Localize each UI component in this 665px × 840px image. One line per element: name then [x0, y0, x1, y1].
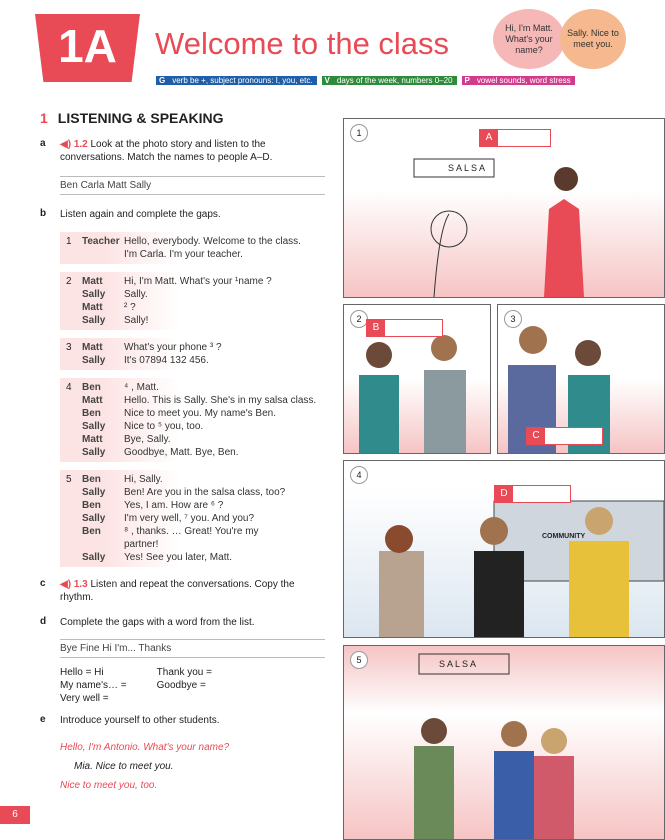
gap-hello[interactable]: Hello = Hi: [60, 667, 104, 678]
conversation-2: 2 Matt Hi, I'm Matt. What's your ¹name ? Sally Sally. Matt ² ? Sally Sally!: [60, 272, 331, 330]
gap-goodbye[interactable]: Goodbye =: [156, 680, 206, 691]
conversation-5: 5 Ben Hi, Sally. Sally Ben! Are you in the salsa class, too? Ben Yes, I am. How are ⁶ ? Sally I'm very well, ⁷ you. And you? Ben ⁸ , thanks. … Great! You're my partner! Sally Yes! See you later, Matt.: [60, 470, 331, 567]
gap-3[interactable]: What's your phone ³ ?: [124, 342, 222, 353]
label-a[interactable]: A: [479, 129, 551, 147]
gap-6[interactable]: Yes, I am. How are ⁶ ?: [124, 500, 224, 511]
speech-bubble-sally: Sally. Nice to meet you.: [560, 9, 626, 69]
conversation-4: 4 Ben ⁴ , Matt. Matt Hello. This is Sally. She's in my salsa class. Ben Nice to meet you. My name's Ben. Sally Nice to ⁵ you, too. Matt Bye, Sally. Sally Goodbye, Matt. Bye, Ben.: [60, 378, 331, 462]
speech-bubble-matt: Hi, I'm Matt. What's your name?: [493, 9, 565, 69]
gap-5[interactable]: Nice to ⁵ you, too.: [124, 421, 204, 432]
word-list: Bye Fine Hi I'm... Thanks: [60, 639, 325, 658]
audio-track-icon[interactable]: ◀) 1.3: [60, 579, 88, 590]
gap-7[interactable]: I'm very well, ⁷ you. And you?: [124, 513, 255, 524]
lesson-focus-tags: [156, 75, 575, 86]
teacher-figure: [544, 199, 584, 297]
name-list: Ben Carla Matt Sally: [60, 176, 325, 195]
photo-panel-4: 4 COMMUNITY D: [343, 460, 665, 638]
label-c[interactable]: C: [526, 427, 603, 445]
gap-thank-you[interactable]: Thank you =: [156, 667, 212, 678]
unit-header: [0, 0, 665, 96]
gap-8[interactable]: ⁸ , thanks. … Great! You're my: [124, 526, 259, 537]
vocabulary-tag: V days of the week, numbers 0–20: [322, 75, 457, 86]
gap-1[interactable]: Hi, I'm Matt. What's your ¹name ?: [124, 276, 272, 287]
gap-2[interactable]: ² ?: [124, 302, 136, 313]
conversation-3: 3 Matt What's your phone ³ ? Sally It's 07894 132 456.: [60, 338, 331, 370]
gap-4[interactable]: ⁴ , Matt.: [124, 382, 159, 393]
conversation-1: 1 Teacher Hello, everybody. Welcome to the class. I'm Carla. I'm your teacher.: [60, 232, 331, 264]
phrase-gaps: [60, 666, 325, 705]
instruction-text: Look at the photo story and listen to the conversations. Match the names to people A–D.: [60, 139, 273, 163]
gap-very-well[interactable]: Very well =: [60, 693, 109, 704]
grammar-tag: G verb be +, subject pronouns: I, you, etc.: [156, 75, 317, 86]
audio-track-icon[interactable]: ◀) 1.2: [60, 139, 88, 150]
photo-panel-1: 1 SALSA A: [343, 118, 665, 298]
example-dialog: Hello, I'm Antonio. What's your name? Mia. Nice to meet you. Nice to meet you, too.: [60, 742, 230, 791]
page-title: Welcome to the class: [155, 26, 450, 61]
label-d[interactable]: D: [494, 485, 571, 503]
photo-panel-3: 3 C: [497, 304, 665, 454]
label-b[interactable]: B: [366, 319, 443, 337]
gap-my-name[interactable]: My name's… =: [60, 680, 127, 691]
page-number: 6: [0, 806, 30, 824]
photo-panel-5: 5 SALSA: [343, 645, 665, 840]
photo-panel-2: 2 B: [343, 304, 491, 454]
pronunciation-tag: P vowel sounds, word stress: [462, 75, 575, 86]
unit-code: 1A: [58, 20, 117, 72]
section-heading: 1 LISTENING & SPEAKING: [40, 110, 224, 126]
exercise-column: 1 LISTENING & SPEAKING a ◀) 1.2 Look at the photo story and listen to the conversations. Match the names to people A–D. Ben Carla Matt Sally b Listen again and complete the gaps. 1 Teacher Hello, everybody. Welcome to the class. I'm Carla. I'm your teacher. 2 Matt Hi, I'm Matt. What's your ¹name ? Sally Sally. Matt ² ? Sally Sally! 3 Matt What's your phone ³ ? Sally It's 07894 132 456. 4 Ben ⁴ , Matt. Matt Hello. This is Sally. She's in my salsa class. Ben Nice to meet you. My name's Ben. Sally Nice to ⁵ you, too. Matt Bye, Sally. Sally Goodbye, Matt. Bye, Ben. 5 Ben Hi, Sally. Sally Ben! Are you in the salsa class, too? Ben Yes, I am. How are ⁶ ? Sally I'm very well, ⁷ you. And you? Ben ⁸ , thanks. … Great! You're my partner! Sally Yes! See you later, Matt. c ◀) 1.3 Listen and repeat the conversations. Copy the rhythm. d Complete the gaps with a word from the list. Bye Fine Hi I'm... Thanks Hello = Hi My name's… = Very well = Thank you = Goodbye = e Introduce yourself to other students. Hello, I'm Antonio. What's your name? Mia. Nice to meet you. Nice to meet you, too.: [40, 110, 325, 126]
